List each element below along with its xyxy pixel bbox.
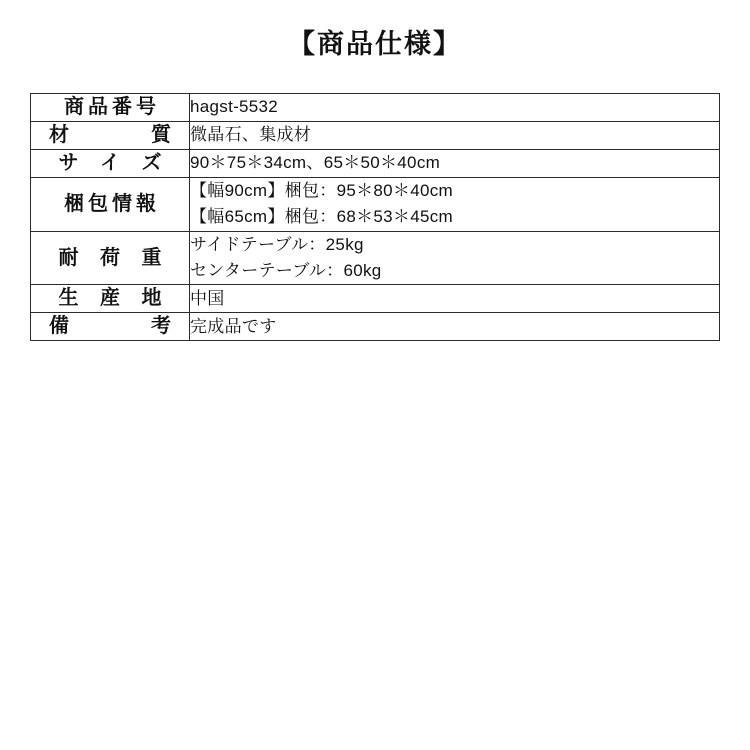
spec-label-cell (31, 285, 190, 313)
product-spec-table (30, 93, 720, 341)
spec-value-line: 完成品です (190, 316, 277, 336)
spec-label-text: 商品番号 (64, 96, 160, 118)
spec-label-text: 梱包情報 (64, 192, 160, 215)
page-title: 【商品仕様】 (288, 29, 462, 59)
spec-value-cell (190, 150, 720, 178)
spec-label-cell (31, 178, 190, 232)
spec-value-cell (190, 122, 720, 150)
spec-table-body (31, 94, 720, 341)
spec-label-text: 備 考 (49, 315, 185, 338)
spec-value-line: 【幅65cm】梱包：68＊53＊45cm (190, 207, 453, 227)
table-row (31, 285, 720, 313)
spec-value-line: センターテーブル：60kg (190, 261, 382, 281)
spec-label-text: サ イ ズ (58, 152, 170, 174)
table-row (31, 94, 720, 122)
spec-value-line: 90＊75＊34cm、65＊50＊40cm (190, 153, 441, 173)
table-row (31, 150, 720, 178)
table-row (31, 231, 720, 285)
spec-value-line: hagst-5532 (190, 97, 279, 117)
spec-value-line: サイドテーブル：25kg (190, 234, 364, 254)
spec-value-line: 中国 (190, 288, 225, 308)
spec-value-cell (190, 178, 720, 232)
table-row (31, 178, 720, 232)
spec-table-container (30, 93, 720, 341)
spec-value-cell (190, 94, 720, 122)
spec-label-text: 生 産 地 (58, 287, 170, 310)
spec-label-cell (31, 313, 190, 341)
spec-label-cell (31, 150, 190, 178)
spec-value-line: 微晶石、集成材 (190, 125, 312, 145)
spec-value-cell (190, 231, 720, 285)
spec-label-cell (31, 122, 190, 150)
spec-label-cell (31, 231, 190, 285)
table-row (31, 122, 720, 150)
table-row (31, 313, 720, 341)
spec-value-line: 【幅90cm】梱包：95＊80＊40cm (190, 181, 453, 200)
spec-value-cell (190, 285, 720, 313)
spec-label-cell (31, 94, 190, 122)
spec-value-cell (190, 313, 720, 341)
spec-label-text: 耐 荷 重 (58, 246, 170, 269)
spec-label-text: 材 質 (49, 124, 185, 146)
